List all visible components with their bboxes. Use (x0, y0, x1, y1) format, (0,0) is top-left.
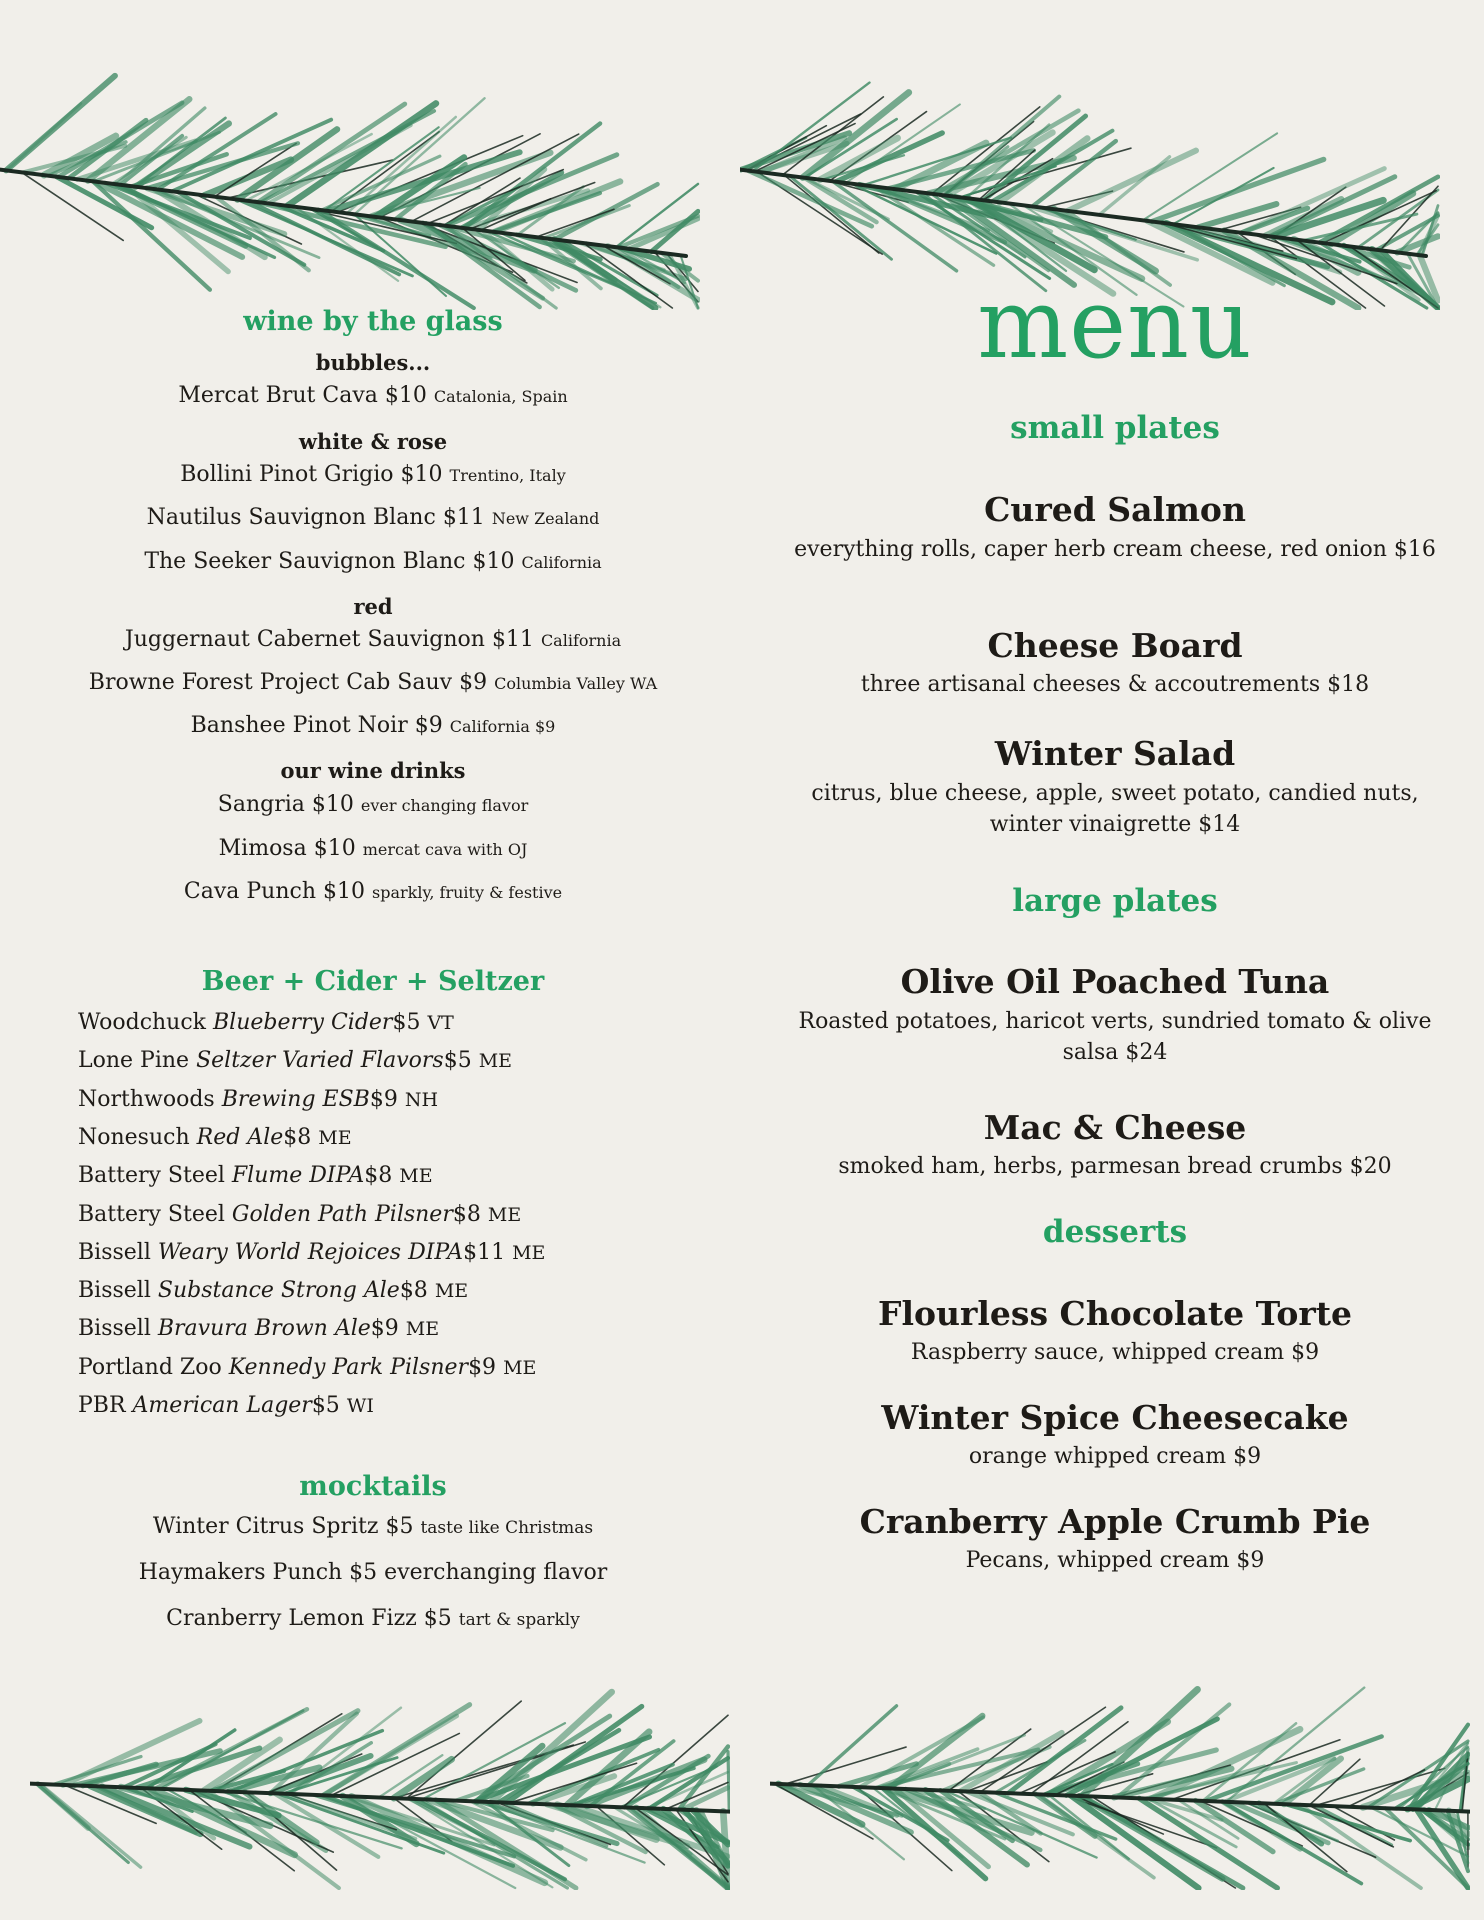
pine-branch-icon (770, 1610, 1470, 1890)
dish-desc: three artisanal cheeses & accoutrements $18 (860, 672, 1370, 697)
beer-item: Lone Pine Seltzer Varied Flavors$5 ME (78, 1048, 513, 1074)
pine-branch-icon (30, 1610, 730, 1890)
dish-desc: Pecans, whipped cream $9 (965, 1548, 1265, 1573)
beer-item: Battery Steel Flume DIPA$8 ME (78, 1163, 433, 1189)
wine-group-label: red (353, 594, 393, 619)
mocktail-item: Winter Citrus Spritz $5 taste like Christmas (152, 1514, 594, 1539)
mocktails-heading: mocktails (299, 1471, 447, 1502)
dish-name: Mac & Cheese (983, 1108, 1247, 1147)
dish-name: Winter Spice Cheesecake (881, 1398, 1349, 1437)
menu-title: menu (977, 268, 1253, 380)
beer-item: Bissell Bravura Brown Ale$9 ME (78, 1316, 440, 1342)
wine-item: Sangria $10 ever changing flavor (217, 792, 529, 817)
wine-item: Banshee Pinot Noir $9 California $9 (190, 713, 556, 738)
beer-item: Northwoods Brewing ESB$9 NH (78, 1086, 439, 1112)
beer-heading: Beer + Cider + Seltzer (201, 966, 545, 997)
desserts-heading: desserts (1042, 1214, 1188, 1250)
wine-item: Mimosa $10 mercat cava with OJ (218, 836, 528, 861)
dish-desc: everything rolls, caper herb cream cheese, red onion $16 (794, 537, 1436, 562)
beer-item: PBR American Lager$5 WI (78, 1393, 374, 1418)
small-plates-heading: small plates (1010, 410, 1220, 446)
large-plates-heading: large plates (1012, 883, 1218, 919)
pine-branch-icon (0, 40, 700, 310)
wine-item: Nautilus Sauvignon Blanc $11 New Zealand (146, 505, 600, 530)
dish-name: Cranberry Apple Crumb Pie (859, 1502, 1371, 1541)
dish-name: Cured Salmon (984, 490, 1246, 529)
beer-item: Bissell Weary World Rejoices DIPA$11 ME (78, 1239, 546, 1265)
wine-item: Browne Forest Project Cab Sauv $9 Columbia Valley WA (88, 670, 658, 695)
mocktail-item: Haymakers Punch $5 everchanging flavor (138, 1560, 608, 1585)
wine-item: Mercat Brut Cava $10 Catalonia, Spain (178, 383, 568, 408)
wine-item: The Seeker Sauvignon Blanc $10 California (144, 549, 602, 574)
dish-desc: orange whipped cream $9 (968, 1444, 1262, 1469)
mocktail-item: Cranberry Lemon Fizz $5 tart & sparkly (166, 1606, 580, 1631)
wine-item: Cava Punch $10 sparkly, fruity & festive (183, 879, 563, 904)
wine-item: Juggernaut Cabernet Sauvignon $11 California (124, 627, 622, 652)
wine-item: Bollini Pinot Grigio $10 Trentino, Italy (180, 462, 566, 487)
wine-group-label: bubbles... (315, 350, 431, 375)
beer-item: Battery Steel Golden Path Pilsner$8 ME (78, 1201, 522, 1227)
dish-desc: smoked ham, herbs, parmesan bread crumbs $20 (838, 1154, 1392, 1179)
dish-name: Winter Salad (994, 734, 1236, 773)
dish-name: Flourless Chocolate Torte (878, 1294, 1352, 1333)
dish-desc: Roasted potatoes, haricot verts, sundried tomato & olive salsa $24 (798, 1009, 1432, 1065)
wine-group-label: our wine drinks (280, 758, 466, 783)
dish-name: Olive Oil Poached Tuna (900, 962, 1330, 1001)
dish-desc: Raspberry sauce, whipped cream $9 (910, 1340, 1320, 1365)
beer-item: Bissell Substance Strong Ale$8 ME (78, 1278, 469, 1304)
beer-item: Portland Zoo Kennedy Park Pilsner$9 ME (78, 1354, 537, 1380)
wine-heading: wine by the glass (243, 306, 503, 337)
dish-name: Cheese Board (987, 626, 1243, 665)
dish-desc: citrus, blue cheese, apple, sweet potato, candied nuts, winter vinaigrette $14 (811, 781, 1419, 837)
beer-item: Nonesuch Red Ale$8 ME (78, 1124, 352, 1150)
wine-group-label: white & rose (298, 429, 448, 454)
beer-item: Woodchuck Blueberry Cider$5 VT (78, 1010, 454, 1035)
